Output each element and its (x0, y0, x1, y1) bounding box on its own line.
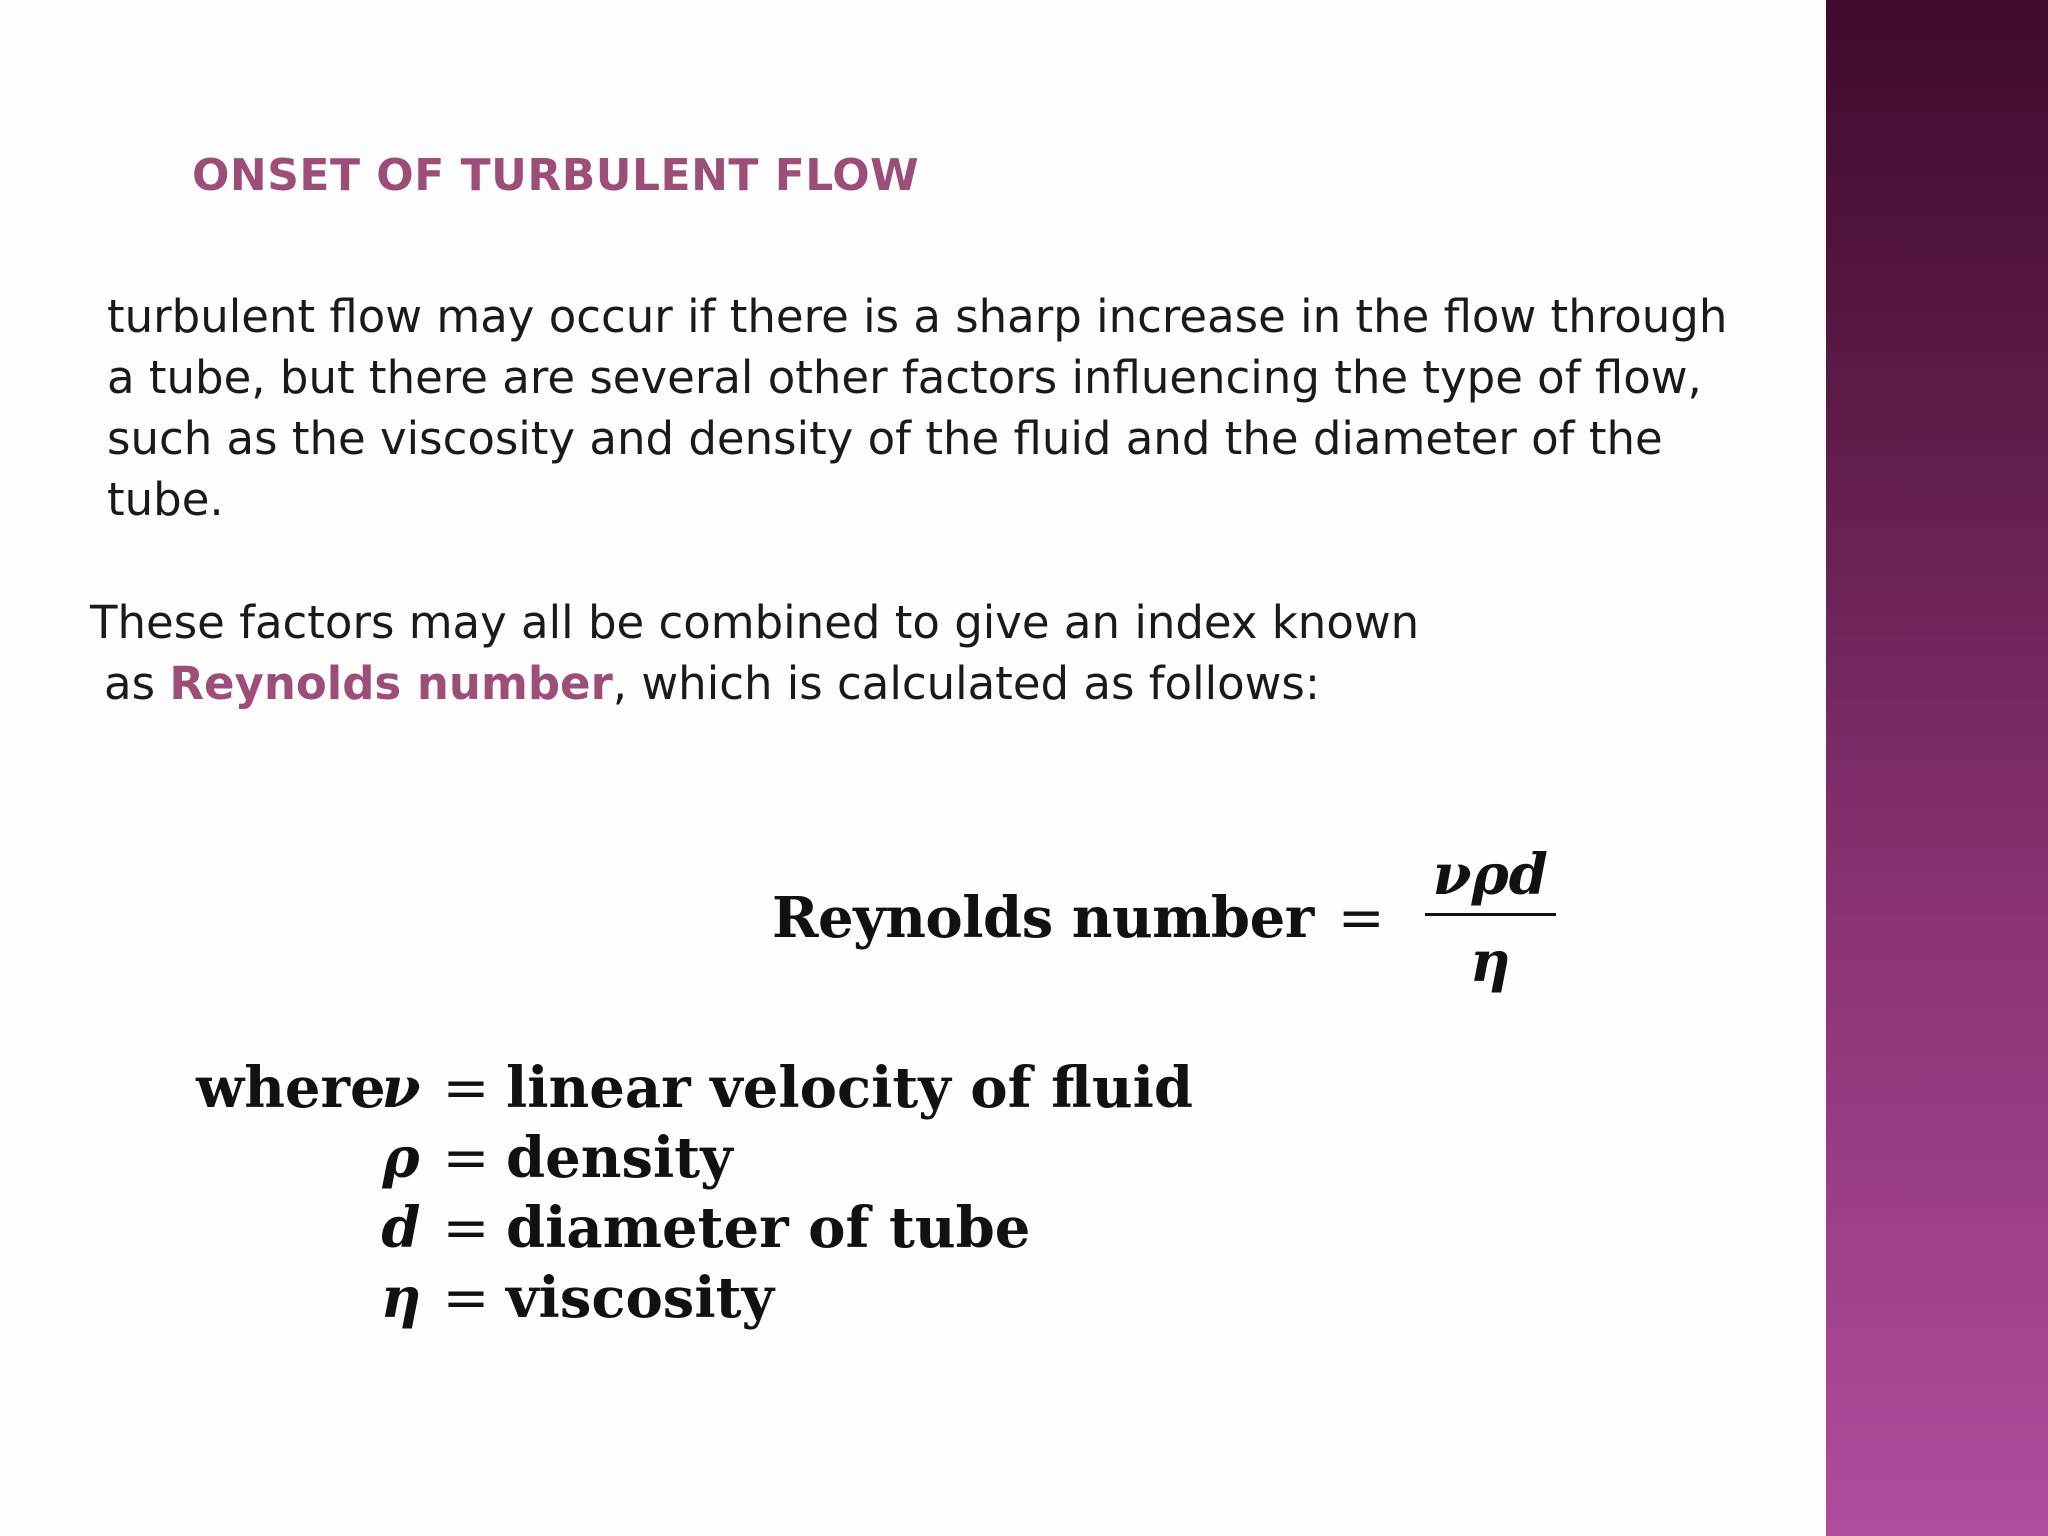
definition-equals: = (442, 1266, 490, 1331)
definition-symbol: ν (381, 1055, 421, 1121)
decorative-sidebar (1826, 0, 2048, 1536)
reynolds-number-term: Reynolds number (169, 657, 613, 710)
formula-denominator: η (1469, 928, 1511, 995)
definition-symbol: d (381, 1195, 421, 1261)
intro-paragraph (107, 286, 1727, 530)
intro-line: a tube, but there are several other factors influencing the type of flow, (107, 351, 1702, 404)
definition-meaning: density (506, 1125, 733, 1191)
definition-symbol: ρ (382, 1125, 420, 1191)
definition-equals: = (442, 1056, 490, 1121)
line-suffix: , which is calculated as follows: (612, 657, 1321, 710)
definition-row (196, 1125, 1193, 1195)
variable-definitions (196, 1055, 1193, 1335)
definition-meaning: linear velocity of fluid (506, 1055, 1194, 1121)
definition-row (196, 1055, 1193, 1125)
definition-equals: = (442, 1196, 490, 1261)
formula-equals: = (1337, 885, 1385, 951)
line-prefix: as (104, 657, 170, 710)
reynolds-intro-paragraph (90, 592, 1419, 714)
reynolds-intro-line-1: These factors may all be combined to give an index known (90, 596, 1420, 649)
definition-row (196, 1195, 1193, 1265)
slide-title: ONSET OF TURBULENT FLOW (192, 150, 920, 201)
where-label: where (196, 1055, 386, 1121)
definition-equals: = (442, 1126, 490, 1191)
definition-row (196, 1265, 1193, 1335)
definition-meaning: diameter of tube (506, 1195, 1031, 1261)
reynolds-intro-line-2 (90, 653, 1419, 714)
intro-line: tube. (107, 473, 224, 526)
intro-line: turbulent flow may occur if there is a sharp increase in the flow through (107, 290, 1728, 343)
reynolds-formula (772, 838, 1556, 998)
formula-fraction (1425, 843, 1556, 994)
definition-meaning: viscosity (506, 1265, 774, 1331)
formula-numerator: νρd (1425, 843, 1556, 916)
intro-line: such as the viscosity and density of the fluid and the diameter of the (107, 412, 1663, 465)
formula-lhs: Reynolds number (772, 885, 1314, 951)
definition-symbol: η (380, 1265, 422, 1331)
